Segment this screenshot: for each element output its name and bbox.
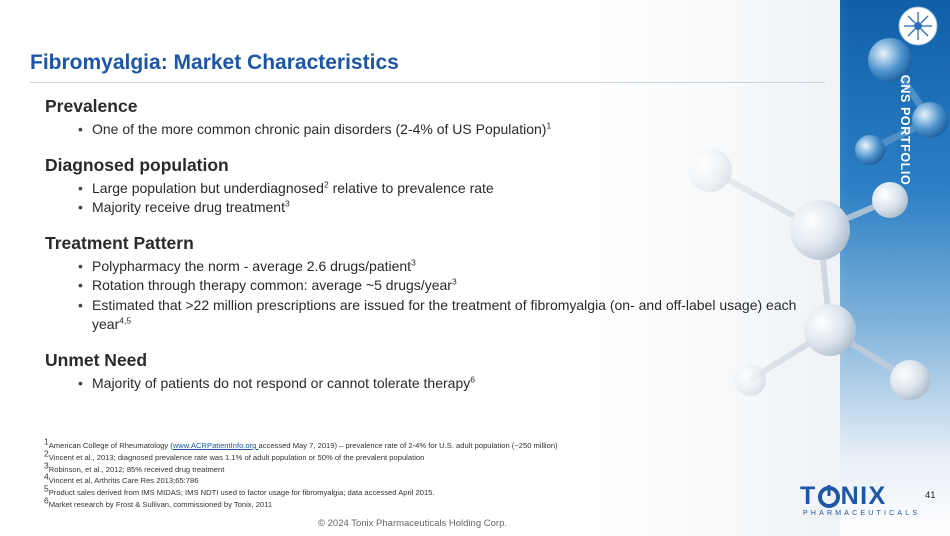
- acr-patient-info-link[interactable]: www.ACRPatientInfo.org: [172, 441, 259, 450]
- page-title: Fibromyalgia: Market Characteristics: [30, 51, 399, 74]
- logo-subtitle: PHARMACEUTICALS: [803, 510, 921, 517]
- section-heading: Diagnosed population: [45, 154, 229, 175]
- footnote-1: $^1$American College of Rheumatology (www.ACRPatientInfo.org accessed May 7, 2019) – prevalence rate of 2-4% for U.S. adult population (~250 million): [44, 436, 558, 450]
- section-unmet-need: [45, 350, 815, 394]
- bullet-item: • Majority of patients do not respond or cannot tolerate therapy$^6$: [92, 374, 815, 394]
- footnote-3: $^3$Robinson, et al., 2012; 85% received drug treatment: [44, 460, 225, 474]
- cns-portfolio-label: CNS PORTFOLIO: [898, 74, 912, 186]
- section-heading: Treatment Pattern: [45, 232, 194, 253]
- footnote-6: $^6$Market research by Frost & Sullivan, commissioned by Tonix, 2011: [44, 495, 273, 509]
- footnotes: [44, 436, 724, 511]
- copyright-notice: © 2024 Tonix Pharmaceuticals Holding Corp.: [317, 518, 507, 529]
- page-number: 41: [925, 490, 936, 501]
- bullet-item: • Majority receive drug treatment$^3$: [92, 198, 815, 218]
- bullet-item: • Polypharmacy the norm - average 2.6 drugs/patient$^3$: [92, 257, 815, 277]
- section-heading: Prevalence: [45, 96, 138, 116]
- power-ring-icon: [818, 486, 840, 508]
- title-divider: [30, 82, 825, 83]
- tonix-logo: T NIX PHARMACEUTICALS: [800, 482, 921, 517]
- section-heading: Unmet Need: [45, 349, 148, 370]
- footnote-2: $^2$Vincent et al., 2013; diagnosed prevalence rate was 1.1% of adult population or 50% of the prevalent population: [44, 448, 425, 462]
- bullet-item: • Large population but underdiagnosed$^2$ relative to prevalence rate: [92, 179, 815, 199]
- footnote-5: $^5$Product sales derived from IMS MIDAS; IMS NDTI used to factor usage for fibromyalgia; data accessed April 2015.: [44, 483, 435, 498]
- bullet-item: • Estimated that >22 million prescriptions are issued for the treatment of fibromyalgia (on- and off-label usage) each year$^{4,5}$: [92, 296, 815, 335]
- footnote-4: $^4$Vincent et al, Arthritis Care Res 2013;65:786: [44, 471, 199, 486]
- neuron-logo-icon: [898, 6, 938, 46]
- bullet-item: • One of the more common chronic pain disorders (2-4% of US Population)$^1$: [92, 120, 815, 140]
- section-diagnosed-population: [45, 155, 815, 218]
- bullet-item: • Rotation through therapy common: average ~5 drugs/year$^3$: [92, 276, 815, 296]
- section-prevalence: [45, 96, 815, 140]
- section-treatment-pattern: [45, 233, 815, 335]
- main-content: [45, 96, 815, 408]
